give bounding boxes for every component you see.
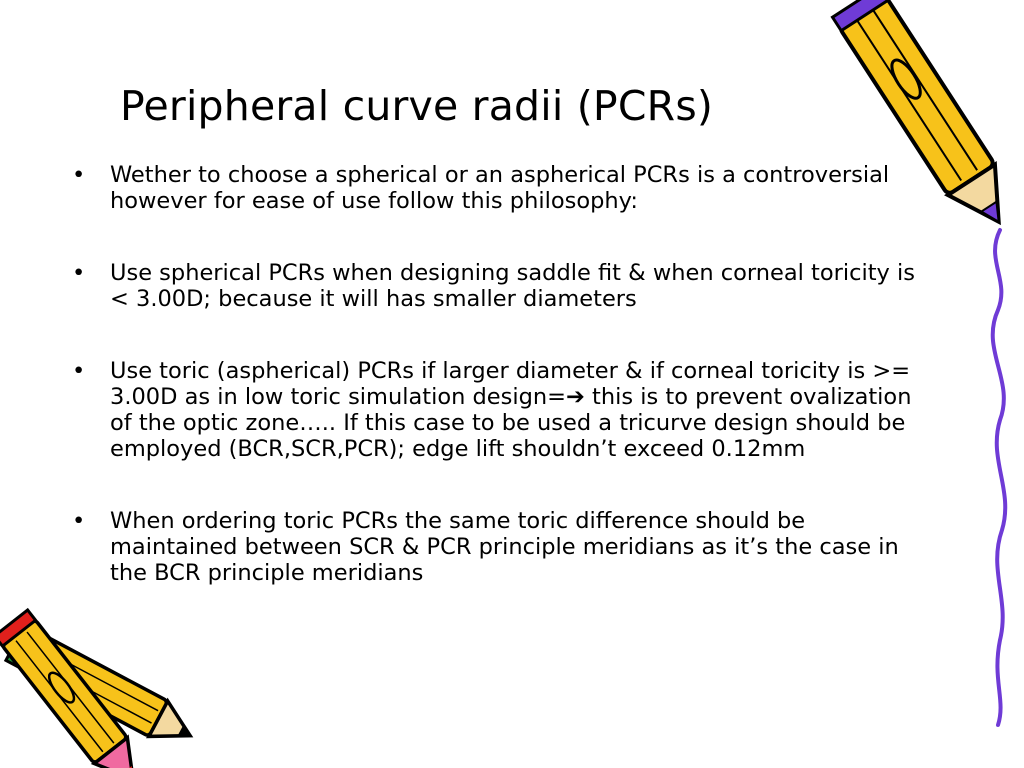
bullet-icon: • <box>72 162 86 188</box>
bullet-icon: • <box>72 358 86 384</box>
squiggle-line-icon <box>970 230 1024 730</box>
bullet-list <box>72 162 932 632</box>
page-title: Peripheral curve radii (PCRs) <box>120 82 714 130</box>
list-item <box>72 508 932 586</box>
crayons-icon <box>0 615 210 765</box>
list-item <box>72 358 932 462</box>
bullet-icon: • <box>72 260 86 286</box>
bullet-text: When ordering toric PCRs the same toric difference should be maintained between SCR & PCR principle meridians as it’s the case in the BCR principle meridians <box>110 508 899 586</box>
bullet-text-after-arrow: this is to prevent ovalization of the optic zone….. If this case to be used a tricurve design should be employed (BCR,SCR,PCR); edge lift shouldn’t exceed 0.12mm <box>110 384 912 462</box>
bullet-icon: • <box>72 508 86 534</box>
bullet-text: Use spherical PCRs when designing saddle fit & when corneal toricity is < 3.00D; because it will has smaller diameters <box>110 260 915 312</box>
bullet-text-before-arrow: Use toric (aspherical) PCRs if larger diameter & if corneal toricity is >= 3.00D as in low toric simulation design= <box>110 358 911 410</box>
bullet-text: Wether to choose a spherical or an aspherical PCRs is a controversial however for ease of use follow this philosophy: <box>110 162 890 214</box>
arrow-icon: ➔ <box>566 384 585 410</box>
list-item <box>72 162 932 214</box>
list-item <box>72 260 932 312</box>
